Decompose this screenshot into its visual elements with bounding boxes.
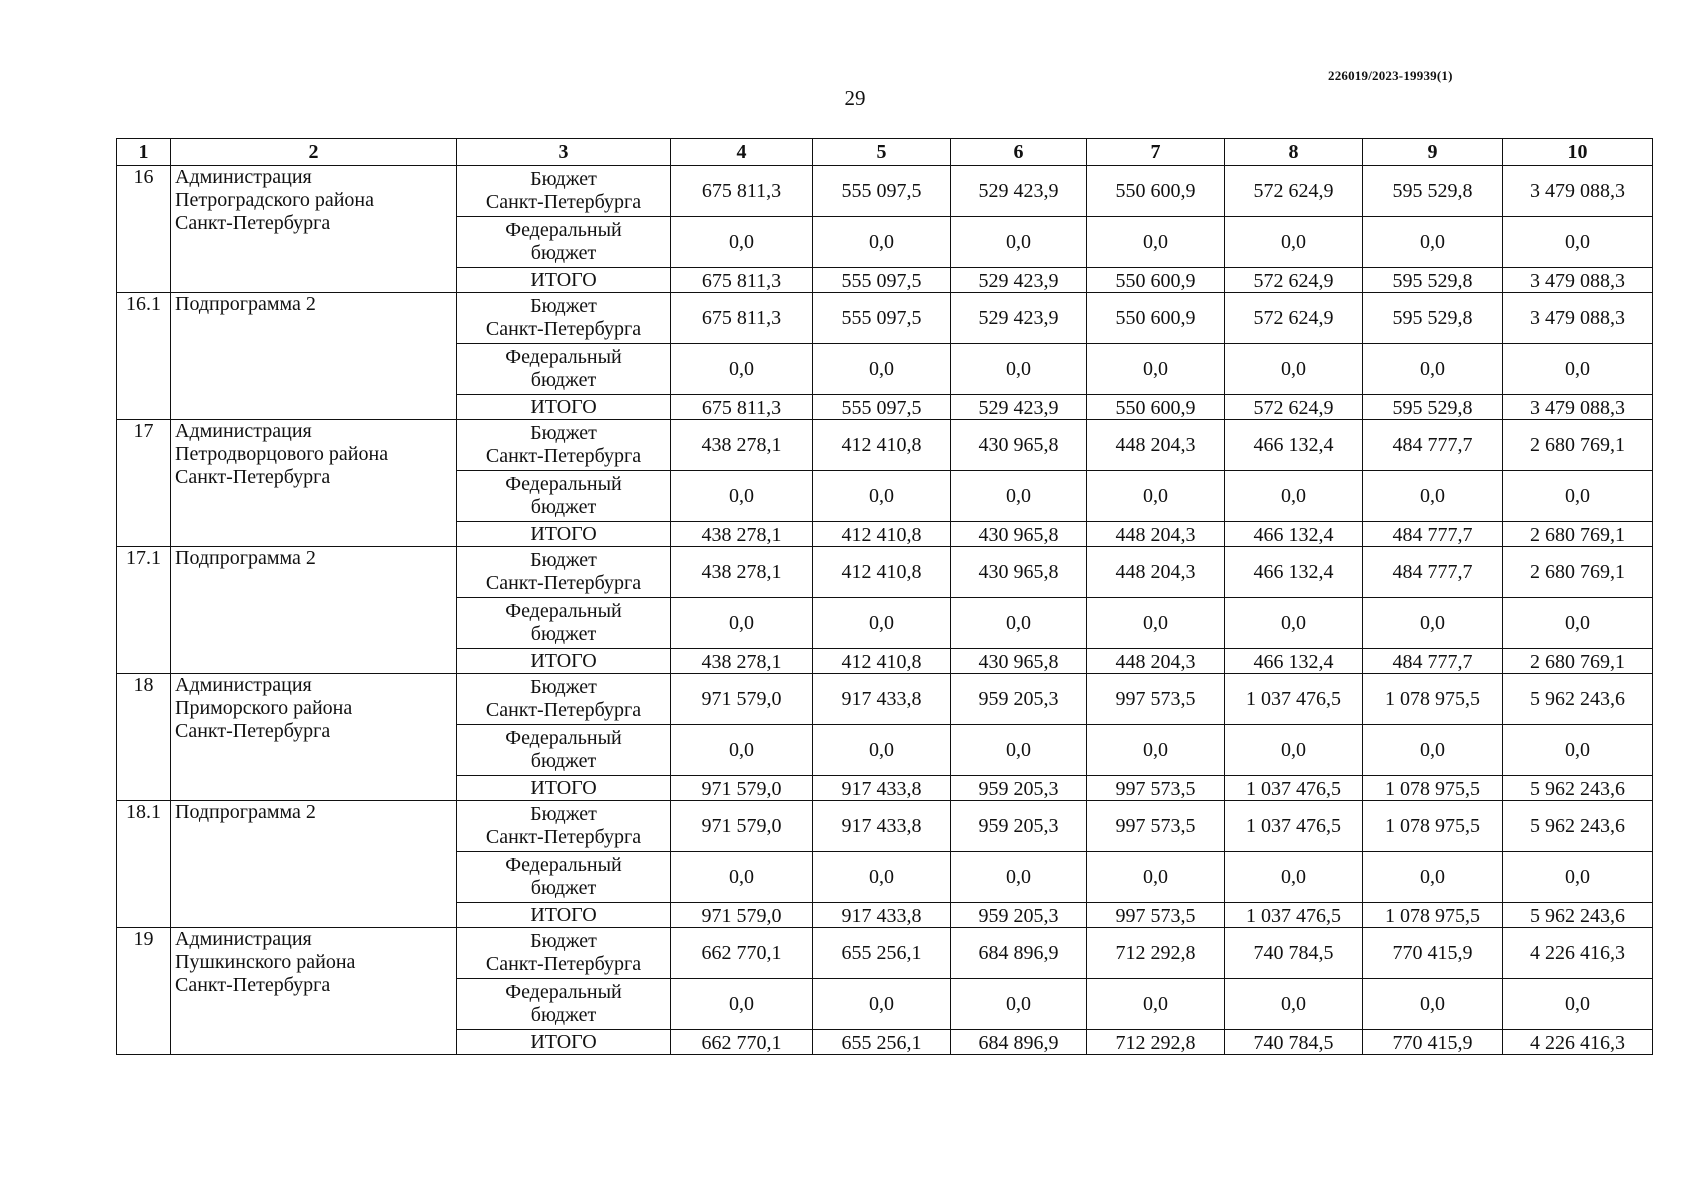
value-cell: 448 204,3 xyxy=(1087,649,1225,674)
value-cell: 0,0 xyxy=(671,598,813,649)
funding-source-line: Санкт-Петербурга xyxy=(485,699,642,721)
funding-source-line: Санкт-Петербурга xyxy=(485,572,642,594)
value-cell: 438 278,1 xyxy=(671,522,813,547)
row-number: 17 xyxy=(117,420,171,547)
table-row xyxy=(117,293,1653,344)
funding-source-line: ИТОГО xyxy=(530,777,597,799)
value-cell: 0,0 xyxy=(1225,471,1363,522)
value-cell: 0,0 xyxy=(951,725,1087,776)
value-cell: 0,0 xyxy=(1225,979,1363,1030)
value-cell: 655 256,1 xyxy=(813,1030,951,1055)
funding-source-line: ИТОГО xyxy=(530,396,597,418)
value-cell: 430 965,8 xyxy=(951,522,1087,547)
value-cell: 1 078 975,5 xyxy=(1363,776,1503,801)
value-cell: 959 205,3 xyxy=(951,776,1087,801)
column-header: 2 xyxy=(171,139,457,166)
column-header: 7 xyxy=(1087,139,1225,166)
value-cell: 0,0 xyxy=(813,598,951,649)
value-cell: 0,0 xyxy=(671,471,813,522)
column-header: 5 xyxy=(813,139,951,166)
value-cell: 997 573,5 xyxy=(1087,801,1225,852)
funding-source-line: Санкт-Петербурга xyxy=(485,826,642,848)
funding-source-line: Бюджет xyxy=(530,930,597,952)
value-cell: 1 037 476,5 xyxy=(1225,903,1363,928)
value-cell: 484 777,7 xyxy=(1363,547,1503,598)
value-cell: 595 529,8 xyxy=(1363,166,1503,217)
funding-source xyxy=(457,674,671,725)
value-cell: 0,0 xyxy=(1363,979,1503,1030)
value-cell: 550 600,9 xyxy=(1087,268,1225,293)
column-header: 1 xyxy=(117,139,171,166)
value-cell: 0,0 xyxy=(671,725,813,776)
value-cell: 2 680 769,1 xyxy=(1503,522,1653,547)
header-row xyxy=(117,139,1653,166)
page-number: 29 xyxy=(844,86,866,110)
value-cell: 555 097,5 xyxy=(813,395,951,420)
funding-source-line: бюджет xyxy=(530,496,597,518)
value-cell: 484 777,7 xyxy=(1363,522,1503,547)
value-cell: 529 423,9 xyxy=(951,268,1087,293)
value-cell: 2 680 769,1 xyxy=(1503,547,1653,598)
value-cell: 2 680 769,1 xyxy=(1503,420,1653,471)
funding-source-line: Федеральный xyxy=(505,727,622,749)
value-cell: 0,0 xyxy=(951,471,1087,522)
value-cell: 484 777,7 xyxy=(1363,649,1503,674)
organization-name-line: Санкт-Петербурга xyxy=(175,974,331,996)
value-cell: 595 529,8 xyxy=(1363,293,1503,344)
funding-source-line: Федеральный xyxy=(505,981,622,1003)
value-cell: 0,0 xyxy=(813,979,951,1030)
funding-source-line: Бюджет xyxy=(530,422,597,444)
funding-source xyxy=(457,344,671,395)
budget-table xyxy=(116,138,1653,1055)
value-cell: 550 600,9 xyxy=(1087,395,1225,420)
table-row xyxy=(117,801,1653,852)
value-cell: 1 078 975,5 xyxy=(1363,674,1503,725)
value-cell: 740 784,5 xyxy=(1225,928,1363,979)
value-cell: 675 811,3 xyxy=(671,166,813,217)
organization-name-line: Администрация xyxy=(175,420,312,442)
funding-source xyxy=(457,598,671,649)
column-header: 8 xyxy=(1225,139,1363,166)
funding-source xyxy=(457,801,671,852)
value-cell: 555 097,5 xyxy=(813,293,951,344)
value-cell: 448 204,3 xyxy=(1087,522,1225,547)
funding-source xyxy=(457,979,671,1030)
value-cell: 0,0 xyxy=(1087,598,1225,649)
funding-source-line: бюджет xyxy=(530,623,597,645)
value-cell: 0,0 xyxy=(1363,471,1503,522)
value-cell: 0,0 xyxy=(671,344,813,395)
value-cell: 0,0 xyxy=(671,979,813,1030)
value-cell: 466 132,4 xyxy=(1225,420,1363,471)
funding-source xyxy=(457,725,671,776)
funding-source xyxy=(457,471,671,522)
value-cell: 959 205,3 xyxy=(951,903,1087,928)
value-cell: 655 256,1 xyxy=(813,928,951,979)
funding-source xyxy=(457,776,671,801)
value-cell: 1 037 476,5 xyxy=(1225,776,1363,801)
value-cell: 430 965,8 xyxy=(951,649,1087,674)
organization-name-line: Санкт-Петербурга xyxy=(175,466,331,488)
value-cell: 572 624,9 xyxy=(1225,395,1363,420)
organization-name-line: Петродворцового района xyxy=(175,443,389,465)
funding-source-line: Санкт-Петербурга xyxy=(485,318,642,340)
value-cell: 0,0 xyxy=(671,217,813,268)
funding-source-line: ИТОГО xyxy=(530,269,597,291)
organization-name-line: Администрация xyxy=(175,928,312,950)
value-cell: 2 680 769,1 xyxy=(1503,649,1653,674)
value-cell: 0,0 xyxy=(813,852,951,903)
value-cell: 0,0 xyxy=(1087,471,1225,522)
value-cell: 917 433,8 xyxy=(813,674,951,725)
funding-source-line: Федеральный xyxy=(505,219,622,241)
organization-name-line: Подпрограмма 2 xyxy=(175,547,316,569)
value-cell: 0,0 xyxy=(1225,852,1363,903)
value-cell: 3 479 088,3 xyxy=(1503,395,1653,420)
table-row xyxy=(117,928,1653,979)
table-row xyxy=(117,674,1653,725)
value-cell: 550 600,9 xyxy=(1087,166,1225,217)
value-cell: 0,0 xyxy=(1225,217,1363,268)
value-cell: 484 777,7 xyxy=(1363,420,1503,471)
funding-source xyxy=(457,166,671,217)
value-cell: 529 423,9 xyxy=(951,395,1087,420)
funding-source-line: Бюджет xyxy=(530,549,597,571)
value-cell: 4 226 416,3 xyxy=(1503,928,1653,979)
funding-source-line: ИТОГО xyxy=(530,523,597,545)
value-cell: 684 896,9 xyxy=(951,1030,1087,1055)
funding-source xyxy=(457,852,671,903)
funding-source-line: Федеральный xyxy=(505,346,622,368)
value-cell: 466 132,4 xyxy=(1225,522,1363,547)
row-number: 16 xyxy=(117,166,171,293)
value-cell: 555 097,5 xyxy=(813,166,951,217)
row-number: 16.1 xyxy=(117,293,171,420)
funding-source xyxy=(457,522,671,547)
organization-name-line: Администрация xyxy=(175,674,312,696)
table-row xyxy=(117,166,1653,217)
value-cell: 438 278,1 xyxy=(671,649,813,674)
funding-source-line: Федеральный xyxy=(505,473,622,495)
value-cell: 684 896,9 xyxy=(951,928,1087,979)
funding-source-line: Бюджет xyxy=(530,803,597,825)
organization-name xyxy=(171,293,457,420)
funding-source xyxy=(457,903,671,928)
value-cell: 959 205,3 xyxy=(951,801,1087,852)
value-cell: 662 770,1 xyxy=(671,928,813,979)
organization-name xyxy=(171,547,457,674)
funding-source-line: Санкт-Петербурга xyxy=(485,953,642,975)
value-cell: 572 624,9 xyxy=(1225,293,1363,344)
value-cell: 0,0 xyxy=(1363,598,1503,649)
value-cell: 529 423,9 xyxy=(951,293,1087,344)
value-cell: 0,0 xyxy=(1087,344,1225,395)
value-cell: 662 770,1 xyxy=(671,1030,813,1055)
organization-name-line: Приморского района xyxy=(175,697,353,719)
value-cell: 1 037 476,5 xyxy=(1225,674,1363,725)
value-cell: 917 433,8 xyxy=(813,801,951,852)
organization-name-line: Санкт-Петербурга xyxy=(175,720,331,742)
value-cell: 4 226 416,3 xyxy=(1503,1030,1653,1055)
value-cell: 3 479 088,3 xyxy=(1503,166,1653,217)
value-cell: 0,0 xyxy=(1225,598,1363,649)
value-cell: 712 292,8 xyxy=(1087,1030,1225,1055)
value-cell: 0,0 xyxy=(1363,344,1503,395)
organization-name-line: Пушкинского района xyxy=(175,951,356,973)
value-cell: 5 962 243,6 xyxy=(1503,776,1653,801)
column-header: 6 xyxy=(951,139,1087,166)
value-cell: 917 433,8 xyxy=(813,903,951,928)
value-cell: 0,0 xyxy=(951,344,1087,395)
value-cell: 675 811,3 xyxy=(671,268,813,293)
value-cell: 1 078 975,5 xyxy=(1363,903,1503,928)
row-number: 18 xyxy=(117,674,171,801)
funding-source-line: бюджет xyxy=(530,1004,597,1026)
value-cell: 412 410,8 xyxy=(813,649,951,674)
value-cell: 997 573,5 xyxy=(1087,776,1225,801)
table-row xyxy=(117,420,1653,471)
document-id: 226019/2023-19939(1) xyxy=(1328,68,1453,83)
value-cell: 0,0 xyxy=(1503,217,1653,268)
organization-name-line: Петроградского района xyxy=(175,189,375,211)
value-cell: 0,0 xyxy=(1503,979,1653,1030)
value-cell: 5 962 243,6 xyxy=(1503,674,1653,725)
funding-source-line: Бюджет xyxy=(530,168,597,190)
value-cell: 529 423,9 xyxy=(951,166,1087,217)
value-cell: 997 573,5 xyxy=(1087,674,1225,725)
funding-source-line: Бюджет xyxy=(530,676,597,698)
value-cell: 438 278,1 xyxy=(671,420,813,471)
column-header: 4 xyxy=(671,139,813,166)
organization-name xyxy=(171,420,457,547)
funding-source-line: ИТОГО xyxy=(530,904,597,926)
value-cell: 448 204,3 xyxy=(1087,420,1225,471)
value-cell: 971 579,0 xyxy=(671,801,813,852)
funding-source xyxy=(457,1030,671,1055)
value-cell: 0,0 xyxy=(813,725,951,776)
column-header: 9 xyxy=(1363,139,1503,166)
value-cell: 555 097,5 xyxy=(813,268,951,293)
value-cell: 430 965,8 xyxy=(951,420,1087,471)
value-cell: 675 811,3 xyxy=(671,293,813,344)
table-body xyxy=(117,166,1653,1055)
funding-source xyxy=(457,268,671,293)
value-cell: 0,0 xyxy=(1087,725,1225,776)
value-cell: 0,0 xyxy=(1503,471,1653,522)
value-cell: 712 292,8 xyxy=(1087,928,1225,979)
value-cell: 0,0 xyxy=(1225,725,1363,776)
value-cell: 466 132,4 xyxy=(1225,649,1363,674)
value-cell: 0,0 xyxy=(813,344,951,395)
column-header: 3 xyxy=(457,139,671,166)
value-cell: 0,0 xyxy=(1503,852,1653,903)
value-cell: 448 204,3 xyxy=(1087,547,1225,598)
organization-name-line: Санкт-Петербурга xyxy=(175,212,331,234)
row-number: 17.1 xyxy=(117,547,171,674)
value-cell: 0,0 xyxy=(951,979,1087,1030)
value-cell: 675 811,3 xyxy=(671,395,813,420)
funding-source-line: Федеральный xyxy=(505,854,622,876)
value-cell: 0,0 xyxy=(1503,344,1653,395)
funding-source xyxy=(457,547,671,598)
value-cell: 412 410,8 xyxy=(813,547,951,598)
value-cell: 971 579,0 xyxy=(671,674,813,725)
value-cell: 0,0 xyxy=(951,217,1087,268)
funding-source xyxy=(457,293,671,344)
value-cell: 0,0 xyxy=(951,598,1087,649)
value-cell: 0,0 xyxy=(813,471,951,522)
organization-name-line: Подпрограмма 2 xyxy=(175,293,316,315)
value-cell: 412 410,8 xyxy=(813,522,951,547)
funding-source-line: ИТОГО xyxy=(530,1031,597,1053)
value-cell: 0,0 xyxy=(1363,217,1503,268)
value-cell: 595 529,8 xyxy=(1363,268,1503,293)
funding-source-line: бюджет xyxy=(530,877,597,899)
organization-name-line: Подпрограмма 2 xyxy=(175,801,316,823)
organization-name xyxy=(171,674,457,801)
value-cell: 0,0 xyxy=(1087,852,1225,903)
column-header: 10 xyxy=(1503,139,1653,166)
value-cell: 971 579,0 xyxy=(671,776,813,801)
organization-name xyxy=(171,801,457,928)
value-cell: 917 433,8 xyxy=(813,776,951,801)
value-cell: 0,0 xyxy=(1363,852,1503,903)
value-cell: 572 624,9 xyxy=(1225,268,1363,293)
organization-name xyxy=(171,928,457,1055)
row-number: 19 xyxy=(117,928,171,1055)
value-cell: 572 624,9 xyxy=(1225,166,1363,217)
funding-source xyxy=(457,420,671,471)
value-cell: 0,0 xyxy=(1225,344,1363,395)
funding-source xyxy=(457,217,671,268)
value-cell: 0,0 xyxy=(951,852,1087,903)
value-cell: 0,0 xyxy=(1503,598,1653,649)
funding-source-line: бюджет xyxy=(530,369,597,391)
funding-source xyxy=(457,928,671,979)
value-cell: 1 078 975,5 xyxy=(1363,801,1503,852)
value-cell: 3 479 088,3 xyxy=(1503,293,1653,344)
funding-source-line: ИТОГО xyxy=(530,650,597,672)
funding-source-line: Бюджет xyxy=(530,295,597,317)
funding-source xyxy=(457,649,671,674)
organization-name-line: Администрация xyxy=(175,166,312,188)
row-number: 18.1 xyxy=(117,801,171,928)
value-cell: 770 415,9 xyxy=(1363,1030,1503,1055)
value-cell: 550 600,9 xyxy=(1087,293,1225,344)
funding-source-line: бюджет xyxy=(530,750,597,772)
value-cell: 3 479 088,3 xyxy=(1503,268,1653,293)
value-cell: 466 132,4 xyxy=(1225,547,1363,598)
value-cell: 5 962 243,6 xyxy=(1503,801,1653,852)
value-cell: 412 410,8 xyxy=(813,420,951,471)
funding-source-line: бюджет xyxy=(530,242,597,264)
funding-source-line: Санкт-Петербурга xyxy=(485,191,642,213)
funding-source-line: Санкт-Петербурга xyxy=(485,445,642,467)
value-cell: 595 529,8 xyxy=(1363,395,1503,420)
funding-source xyxy=(457,395,671,420)
value-cell: 0,0 xyxy=(1087,217,1225,268)
value-cell: 430 965,8 xyxy=(951,547,1087,598)
value-cell: 971 579,0 xyxy=(671,903,813,928)
value-cell: 770 415,9 xyxy=(1363,928,1503,979)
table-row xyxy=(117,547,1653,598)
value-cell: 5 962 243,6 xyxy=(1503,903,1653,928)
value-cell: 438 278,1 xyxy=(671,547,813,598)
value-cell: 0,0 xyxy=(1363,725,1503,776)
value-cell: 0,0 xyxy=(813,217,951,268)
funding-source-line: Федеральный xyxy=(505,600,622,622)
organization-name xyxy=(171,166,457,293)
value-cell: 997 573,5 xyxy=(1087,903,1225,928)
value-cell: 740 784,5 xyxy=(1225,1030,1363,1055)
value-cell: 0,0 xyxy=(1503,725,1653,776)
value-cell: 0,0 xyxy=(671,852,813,903)
value-cell: 0,0 xyxy=(1087,979,1225,1030)
value-cell: 959 205,3 xyxy=(951,674,1087,725)
value-cell: 1 037 476,5 xyxy=(1225,801,1363,852)
